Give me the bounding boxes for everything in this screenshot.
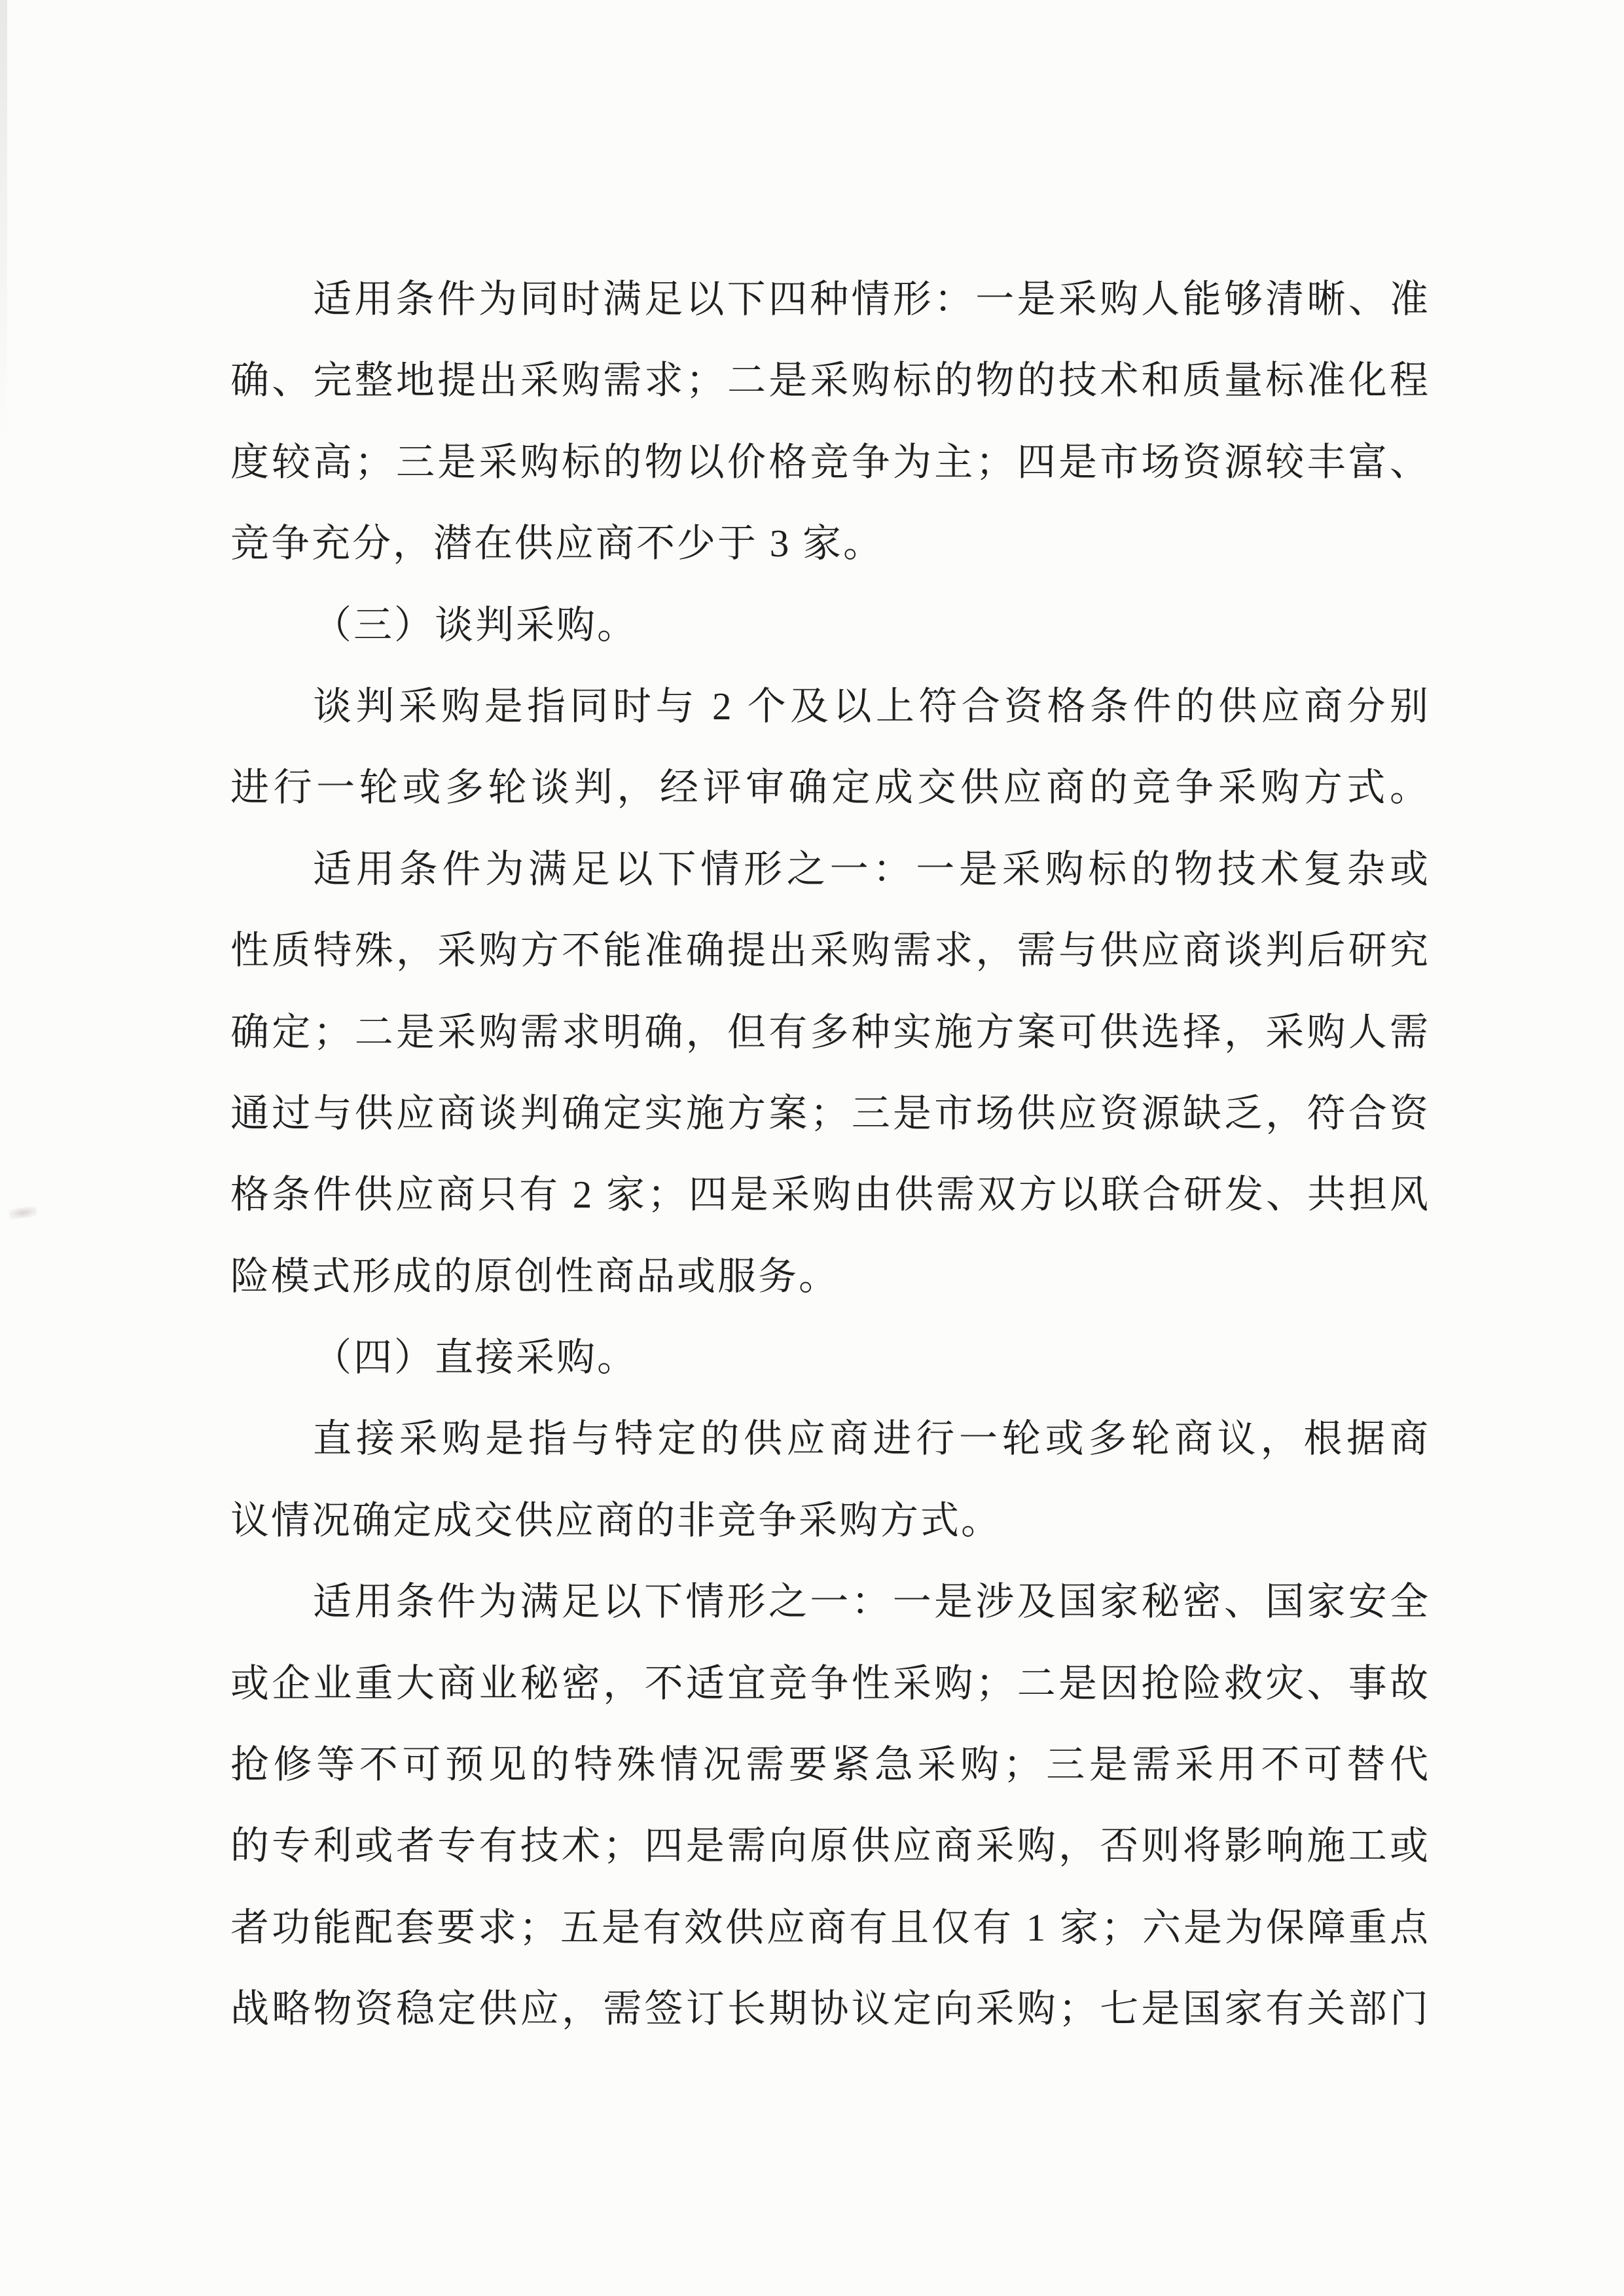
scan-smudge [9, 1206, 37, 1220]
text-line: 进行一轮或多轮谈判，经评审确定成交供应商的竞争采购方式。 [230, 766, 1430, 810]
text-line: 险模式形成的原创性商品或服务。 [230, 1254, 840, 1298]
document-text-block [230, 259, 1430, 2050]
text-line: （三）谈判采购。 [313, 603, 638, 647]
text-line: 格条件供应商只有 2 家；四是采购由供需双方以联合研发、共担风 [230, 1173, 1430, 1217]
text-line: 确、完整地提出采购需求；二是采购标的物的技术和质量标准化程 [230, 359, 1430, 403]
text-line: 适用条件为满足以下情形之一：一是采购标的物技术复杂或 [313, 847, 1430, 891]
text-line: （四）直接采购。 [313, 1336, 638, 1380]
text-line: 竞争充分，潜在供应商不少于 3 家。 [230, 522, 884, 565]
text-line: 战略物资稳定供应，需签订长期协议定向采购；七是国家有关部门 [230, 1987, 1430, 2031]
text-line: 者功能配套要求；五是有效供应商有且仅有 1 家；六是为保障重点 [230, 1905, 1430, 1949]
text-line: 抢修等不可预见的特殊情况需要紧急采购；三是需采用不可替代 [230, 1743, 1430, 1787]
text-line: 适用条件为同时满足以下四种情形：一是采购人能够清晰、准 [313, 278, 1430, 321]
text-line: 谈判采购是指同时与 2 个及以上符合资格条件的供应商分别 [313, 684, 1430, 728]
text-line: 议情况确定成交供应商的非竞争采购方式。 [230, 1498, 1002, 1542]
text-line: 性质特殊，采购方不能准确提出采购需求，需与供应商谈判后研究 [230, 929, 1430, 973]
text-line: 的专利或者专有技术；四是需向原供应商采购，否则将影响施工或 [230, 1824, 1430, 1868]
text-line: 通过与供应商谈判确定实施方案；三是市场供应资源缺乏，符合资 [230, 1091, 1430, 1135]
text-line: 确定；二是采购需求明确，但有多种实施方案可供选择，采购人需 [230, 1010, 1430, 1054]
text-line: 度较高；三是采购标的物以价格竞争为主；四是市场资源较丰富、 [230, 440, 1430, 484]
text-line: 适用条件为满足以下情形之一：一是涉及国家秘密、国家安全 [313, 1580, 1430, 1624]
scan-edge-shadow [0, 0, 7, 445]
text-line: 或企业重大商业秘密，不适宜竞争性采购；二是因抢险救灾、事故 [230, 1661, 1430, 1705]
text-line: 直接采购是指与特定的供应商进行一轮或多轮商议，根据商 [313, 1417, 1430, 1461]
